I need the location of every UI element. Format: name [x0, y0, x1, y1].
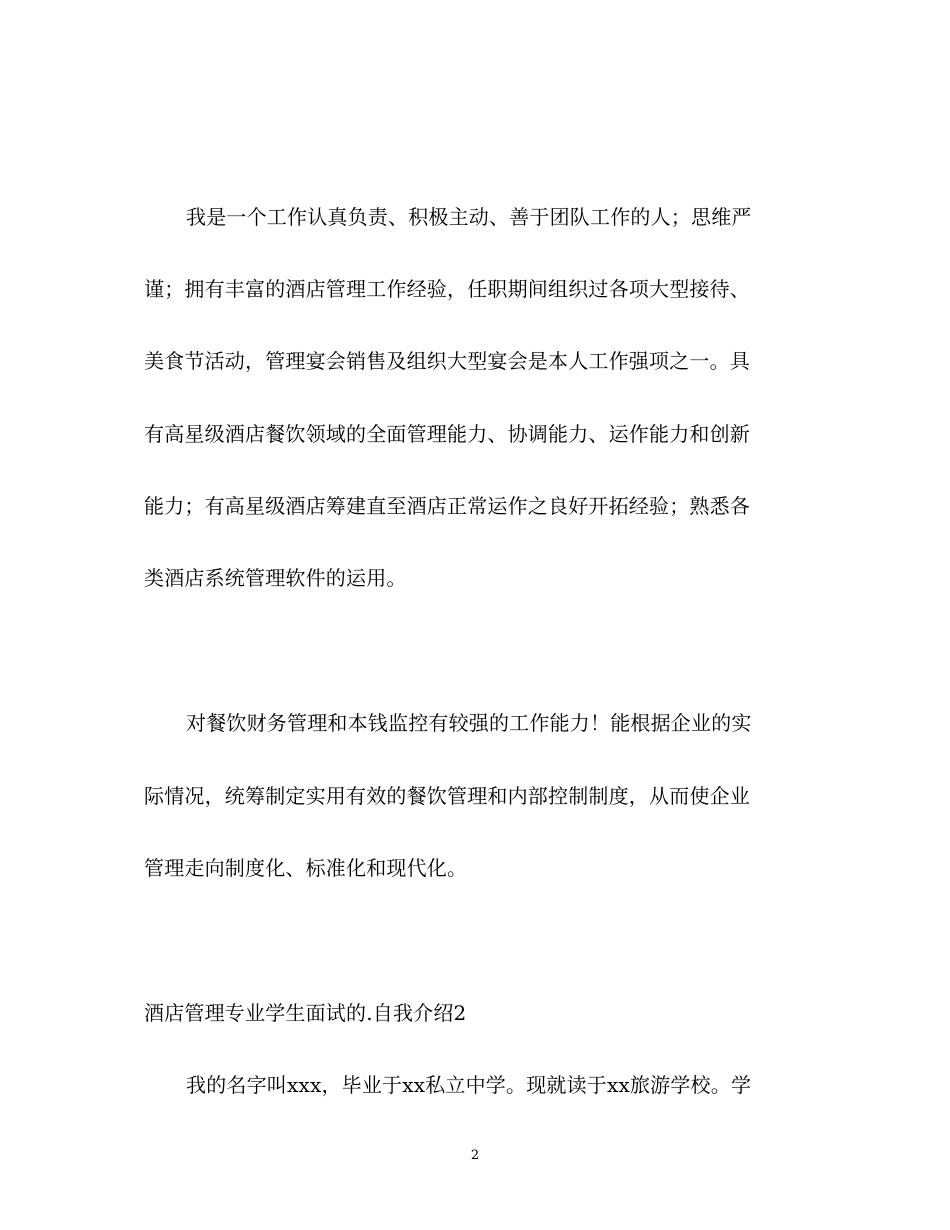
paragraph-line: 美食节活动，管理宴会销售及组织大型宴会是本人工作强项之一。具	[144, 349, 750, 373]
page-number: 2	[470, 1148, 480, 1163]
paragraph-line: 谨；拥有丰富的酒店管理工作经验，任职期间组织过各项大型接待、	[144, 277, 750, 301]
paragraph-line: 管理走向制度化、标准化和现代化。	[144, 856, 468, 880]
paragraph-line: 能力；有高星级酒店筹建直至酒店正常运作之良好开拓经验；熟悉各	[144, 494, 750, 518]
paragraph-line: 我的名字叫xxx，毕业于xx私立中学。现就读于xx旅游学校。学	[186, 1073, 752, 1097]
section-heading: 酒店管理专业学生面试的.自我介绍2	[144, 1001, 467, 1025]
paragraph-line: 对餐饮财务管理和本钱监控有较强的工作能力！能根据企业的实	[186, 711, 752, 735]
paragraph-line: 我是一个工作认真负责、积极主动、善于团队工作的人；思维严	[186, 205, 752, 229]
paragraph-line: 有高星级酒店餐饮领域的全面管理能力、协调能力、运作能力和创新	[144, 422, 750, 446]
paragraph-line: 际情况，统筹制定实用有效的餐饮管理和内部控制制度，从而使企业	[144, 784, 750, 808]
paragraph-line: 类酒店系统管理软件的运用。	[144, 566, 407, 590]
